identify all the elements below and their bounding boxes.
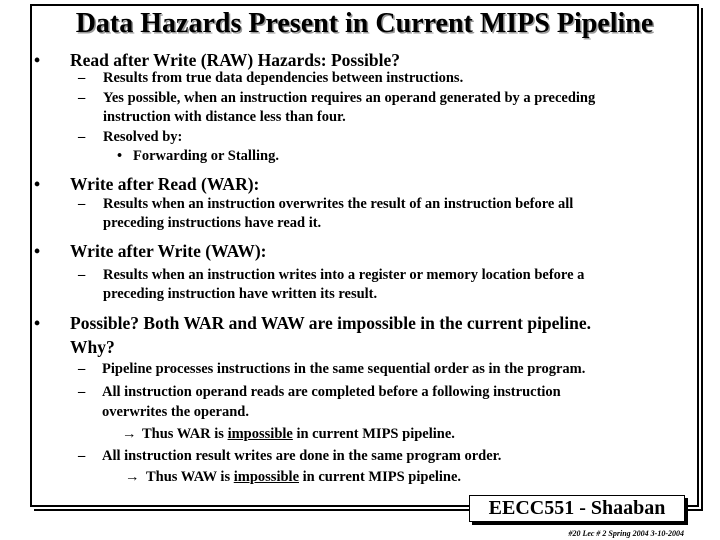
bullet-marker: • xyxy=(34,50,41,70)
waw-sub-1b: preceding instruction have written its result. xyxy=(103,286,378,302)
waw-impossible-text: impossible xyxy=(233,469,299,485)
war-conclusion: Thus WAR is impossible in current MIPS pipeline. xyxy=(142,426,455,442)
possible-sub-2b: overwrites the operand. xyxy=(102,404,249,420)
bullet-raw: Read after Write (RAW) Hazards: Possible? xyxy=(70,50,401,70)
dash-marker: – xyxy=(78,384,86,400)
raw-sub-3: Resolved by: xyxy=(103,129,183,145)
waw-sub-1a: Results when an instruction writes into a register or memory location before a xyxy=(103,267,585,283)
dash-marker: – xyxy=(78,90,86,106)
arrow-icon: → xyxy=(125,469,140,485)
raw-sub-1: Results from true data dependencies between instructions. xyxy=(103,70,464,86)
slide-title: Data Hazards Present in Current MIPS Pipeline xyxy=(75,8,654,39)
bullet-possible-b: Why? xyxy=(70,337,115,357)
war-sub-1a: Results when an instruction overwrites the result of an instruction before all xyxy=(103,196,574,212)
raw-sub-2b: instruction with distance less than four. xyxy=(103,109,346,125)
bullet-waw: Write after Write (WAW): xyxy=(70,241,267,261)
raw-sub-3a: Forwarding or Stalling. xyxy=(133,148,279,164)
footer-info: #20 Lec # 2 Spring 2004 3-10-2004 xyxy=(568,529,684,538)
dash-marker: – xyxy=(78,361,86,377)
dash-marker: – xyxy=(78,70,86,86)
dash-marker: – xyxy=(78,448,86,464)
waw-conclusion: Thus WAW is impossible in current MIPS pipeline. xyxy=(146,469,462,485)
bullet-marker: • xyxy=(34,241,41,261)
possible-sub-1: Pipeline processes instructions in the same sequential order as in the program. xyxy=(102,361,586,377)
bullet-possible-a: Possible? Both WAR and WAW are impossible in the current pipeline. xyxy=(70,313,592,333)
course-badge: EECC551 - Shaaban xyxy=(469,495,685,522)
bullet-marker: • xyxy=(34,174,41,194)
raw-sub-2a: Yes possible, when an instruction requires an operand generated by a preceding xyxy=(103,90,596,106)
bullet-marker: • xyxy=(34,313,41,333)
arrow-icon: → xyxy=(122,426,137,442)
dash-marker: – xyxy=(78,129,86,145)
war-sub-1b: preceding instructions have read it. xyxy=(103,215,322,231)
possible-sub-3: All instruction result writes are done in the same program order. xyxy=(102,448,502,464)
war-impossible-text: impossible xyxy=(227,426,293,442)
dash-marker: – xyxy=(78,267,86,283)
bullet-war: Write after Read (WAR): xyxy=(70,174,260,194)
bullet-marker: • xyxy=(117,148,123,164)
possible-sub-2a: All instruction operand reads are completed before a following instruction xyxy=(102,384,561,400)
dash-marker: – xyxy=(78,196,86,212)
